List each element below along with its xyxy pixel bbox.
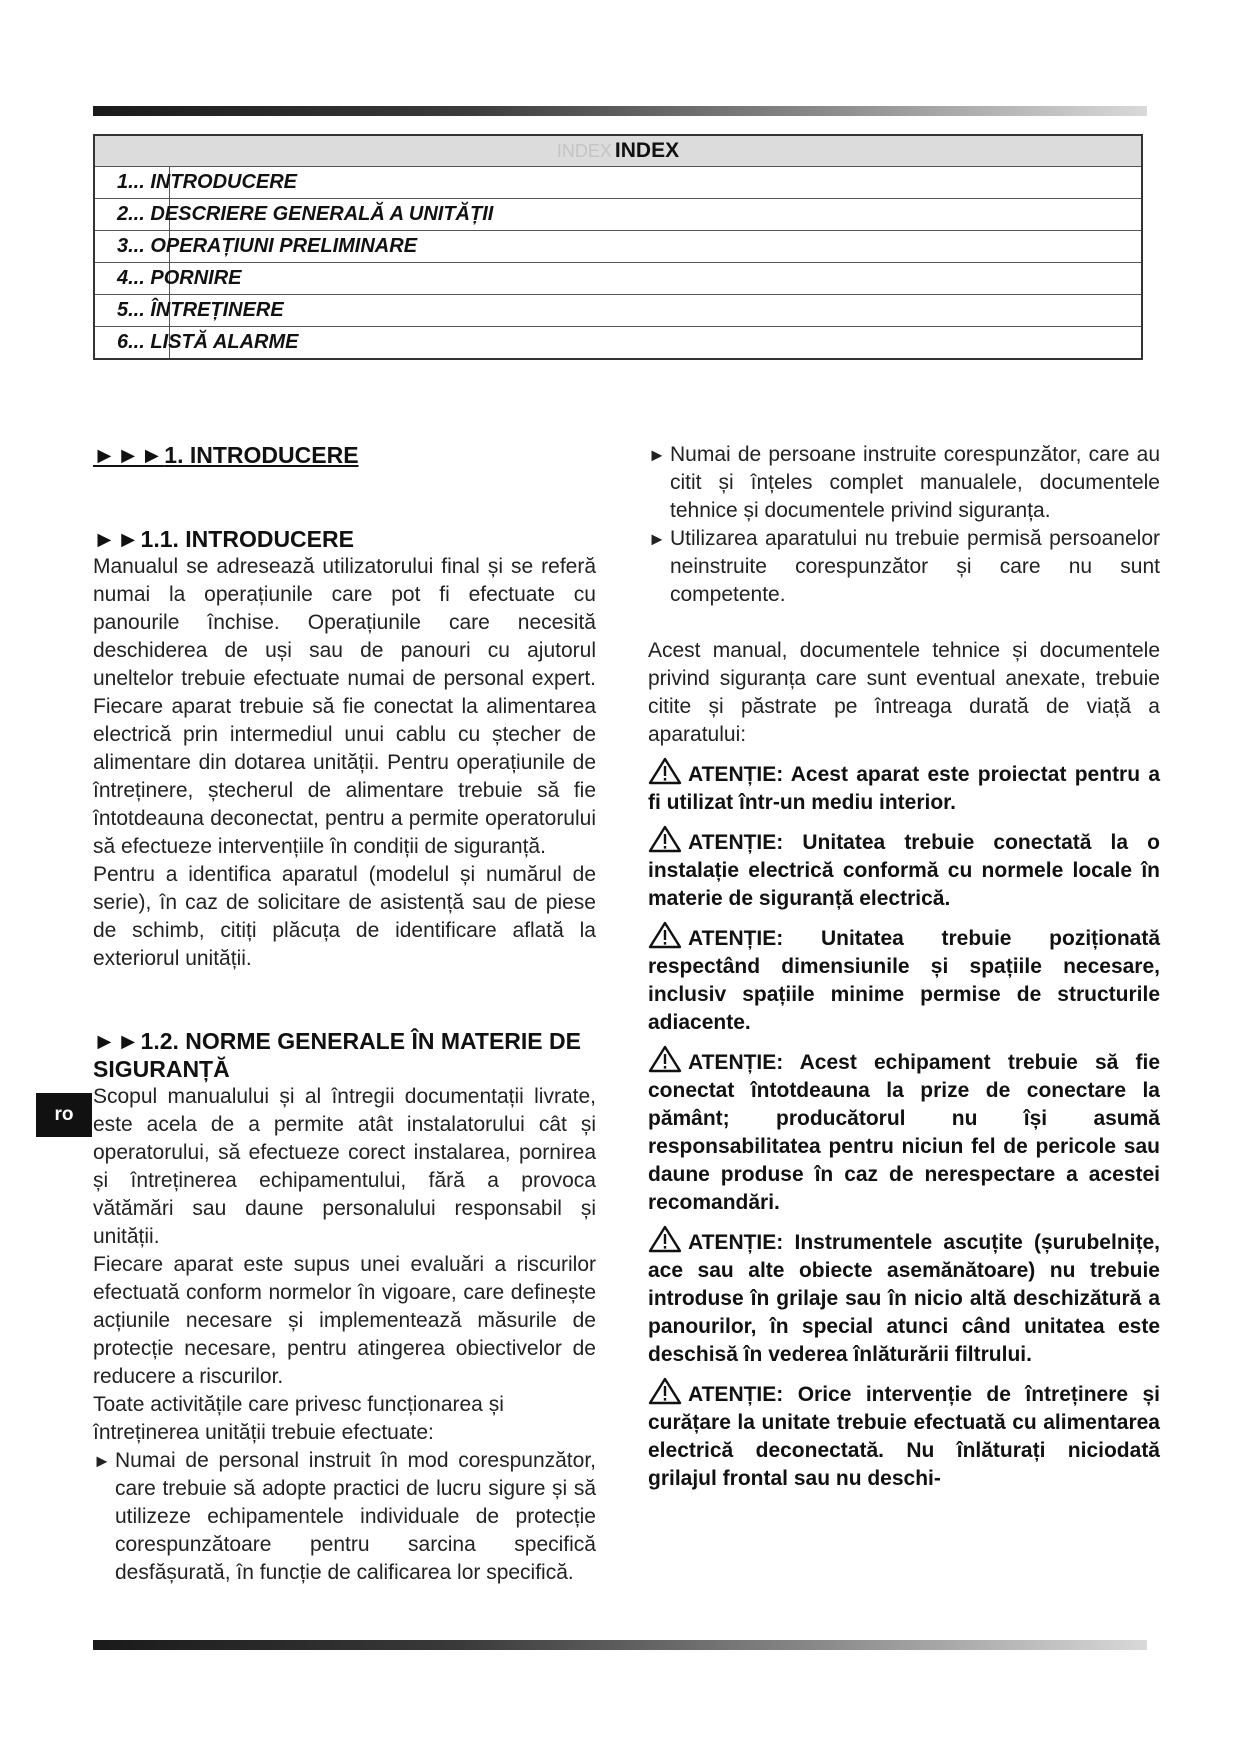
warning-block	[648, 1045, 1160, 1217]
triangle-bullet-icon: ►	[648, 529, 666, 549]
index-row[interactable]	[95, 327, 1141, 358]
warning-triangle-icon	[648, 1225, 682, 1253]
index-item-label: 4... PORNIRE	[117, 267, 242, 289]
intro-paragraph: Pentru a identifica aparatul (modelul și numărul de serie), în caz de solicitare de asistență sau de piese de schimb, citiți plăcuța de identificare aflată la exteriorul unității.	[93, 863, 596, 970]
warning-text: ATENȚIE: Unitatea trebuie conectată la o instalație electrică conformă cu normele locale în materie de siguranță electrică.	[648, 831, 1160, 910]
heading-arrows-icon: ►►	[93, 1028, 141, 1054]
index-row[interactable]	[95, 199, 1141, 231]
bullet-text: Numai de persoane instruite corespunzător, care au citit și înțeles complet manualele, documentele tehnice și documentele privind siguranța.	[670, 443, 1160, 522]
language-tab: ro	[36, 1093, 92, 1137]
index-row[interactable]	[95, 295, 1141, 327]
warning-block	[648, 1377, 1160, 1493]
warning-text: ATENȚIE: Instrumentele ascuțite (șurubelnițe, ace sau alte obiecte asemănătoare) nu trebuie introduse în grilaje sau în nicio altă deschizătură a panourilor, în special atunci când unitatea este deschisă în vederea înlăturării filtrului.	[648, 1231, 1160, 1366]
index-row[interactable]	[95, 263, 1141, 295]
safety-paragraph: Fiecare aparat este supus unei evaluări a riscurilor efectuată conform normelor în vigoare, care definește acțiunile necesare și implementează măsurile de protecție necesare, pentru atingerea obiectivelor de reducere a riscurilor.	[93, 1253, 596, 1388]
warning-text: ATENȚIE: Unitatea trebuie poziționată respectând dimensiunile și spațiile necesare, inclusiv spațiile minime permise de structurile adiacente.	[648, 927, 1160, 1034]
index-item-label: 1... INTRODUCERE	[117, 171, 298, 193]
index-item-label: 6... LISTĂ ALARME	[117, 331, 299, 353]
index-row[interactable]	[95, 231, 1141, 263]
section-1-heading	[93, 441, 596, 469]
safety-paragraph: Toate activitățile care privesc funcționarea și întreținerea unității trebuie efectuate:	[93, 1393, 504, 1444]
heading-arrows-icon: ►►►	[93, 442, 165, 468]
index-title: INDEX	[614, 139, 680, 162]
index-header	[95, 136, 1141, 167]
index-item-label: 3... OPERAȚIUNI PRELIMINARE	[117, 235, 418, 257]
index-title-ghost: INDEX	[556, 141, 612, 161]
bullet-item	[648, 525, 1160, 609]
index-item-label: 2... DESCRIERE GENERALĂ A UNITĂȚII	[117, 203, 494, 225]
warning-triangle-icon	[648, 1045, 682, 1073]
right-column	[648, 441, 1160, 1493]
bullet-item	[648, 441, 1160, 525]
section-1-2-title: 1.2. NORME GENERALE ÎN MATERIE DE SIGURANȚĂ	[93, 1028, 581, 1082]
bottom-decorative-bar	[93, 1640, 1147, 1650]
bullet-text: Numai de personal instruit în mod corespunzător, care trebuie să adopte practici de lucru sigure și să utilizeze echipamentele individuale de protecție corespunzătoare pentru sarcina specifică desfășurată, în funcție de calificarea lor specifică.	[115, 1449, 596, 1584]
manual-retention-paragraph: Acest manual, documentele tehnice și documentele privind siguranța care sunt eventual anexate, trebuie citite și păstrate pe întreaga durată de viață a aparatului:	[648, 639, 1160, 746]
triangle-bullet-icon: ►	[648, 445, 666, 465]
warning-block	[648, 825, 1160, 913]
top-decorative-bar	[93, 106, 1147, 116]
triangle-bullet-icon: ►	[93, 1451, 111, 1471]
safety-paragraph: Scopul manualului și al întregii documentații livrate, este acela de a permite atât instalatorului cât și operatorului, să efectueze corect instalarea, pornirea și întreținerea echipamentului, fără a provoca vătămări sau daune personalului responsabil și unității.	[93, 1085, 596, 1248]
section-1-1-heading	[93, 525, 596, 553]
section-1-title: 1. INTRODUCERE	[164, 442, 359, 468]
warning-text: ATENȚIE: Acest aparat este proiectat pentru a fi utilizat într-un mediu interior.	[648, 763, 1160, 814]
warning-block	[648, 757, 1160, 817]
warning-triangle-icon	[648, 921, 682, 949]
bullet-text: Utilizarea aparatului nu trebuie permisă persoanelor neinstruite corespunzător și care nu sunt competente.	[670, 527, 1160, 606]
index-table	[93, 134, 1143, 360]
index-item-label: 5... ÎNTREȚINERE	[117, 299, 284, 321]
warning-triangle-icon	[648, 825, 682, 853]
warning-triangle-icon	[648, 1377, 682, 1405]
left-column	[93, 441, 596, 1587]
section-1-2-heading	[93, 1027, 596, 1083]
warning-text: ATENȚIE: Acest echipament trebuie să fie conectat întotdeauna la prize de conectare la pământ; producătorul nu își asumă responsabilitatea pentru niciun fel de pericole sau daune produse în caz de nerespectare a acestei recomandări.	[648, 1051, 1160, 1214]
bullet-item	[93, 1447, 596, 1587]
heading-arrows-icon: ►►	[93, 526, 141, 552]
section-1-1-title: 1.1. INTRODUCERE	[140, 526, 354, 552]
index-row[interactable]	[95, 167, 1141, 199]
intro-paragraph: Manualul se adresează utilizatorului final și se referă numai la operațiunile care pot fi efectuate cu panourile închise. Operațiunile care necesită deschiderea de uși sau de panouri cu ajutorul uneltelor trebuie efectuate numai de personal expert. Fiecare aparat trebuie să fie conectat la alimentarea electrică prin intermediul unui cablu cu ștecher de alimentare din dotarea unității. Pentru operațiunile de întreținere, ștecherul de alimentare trebuie să fie întotdeauna deconectat, pentru a permite operatorului să efectueze intervențiile în condiții de siguranță.	[93, 555, 596, 858]
warning-block	[648, 921, 1160, 1037]
warning-block	[648, 1225, 1160, 1369]
warning-triangle-icon	[648, 757, 682, 785]
warning-text: ATENȚIE: Orice intervenție de întreținere și curățare la unitate trebuie efectuată cu alimentarea electrică deconectată. Nu înlăturați niciodată grilajul frontal sau nu deschi-	[648, 1383, 1160, 1490]
